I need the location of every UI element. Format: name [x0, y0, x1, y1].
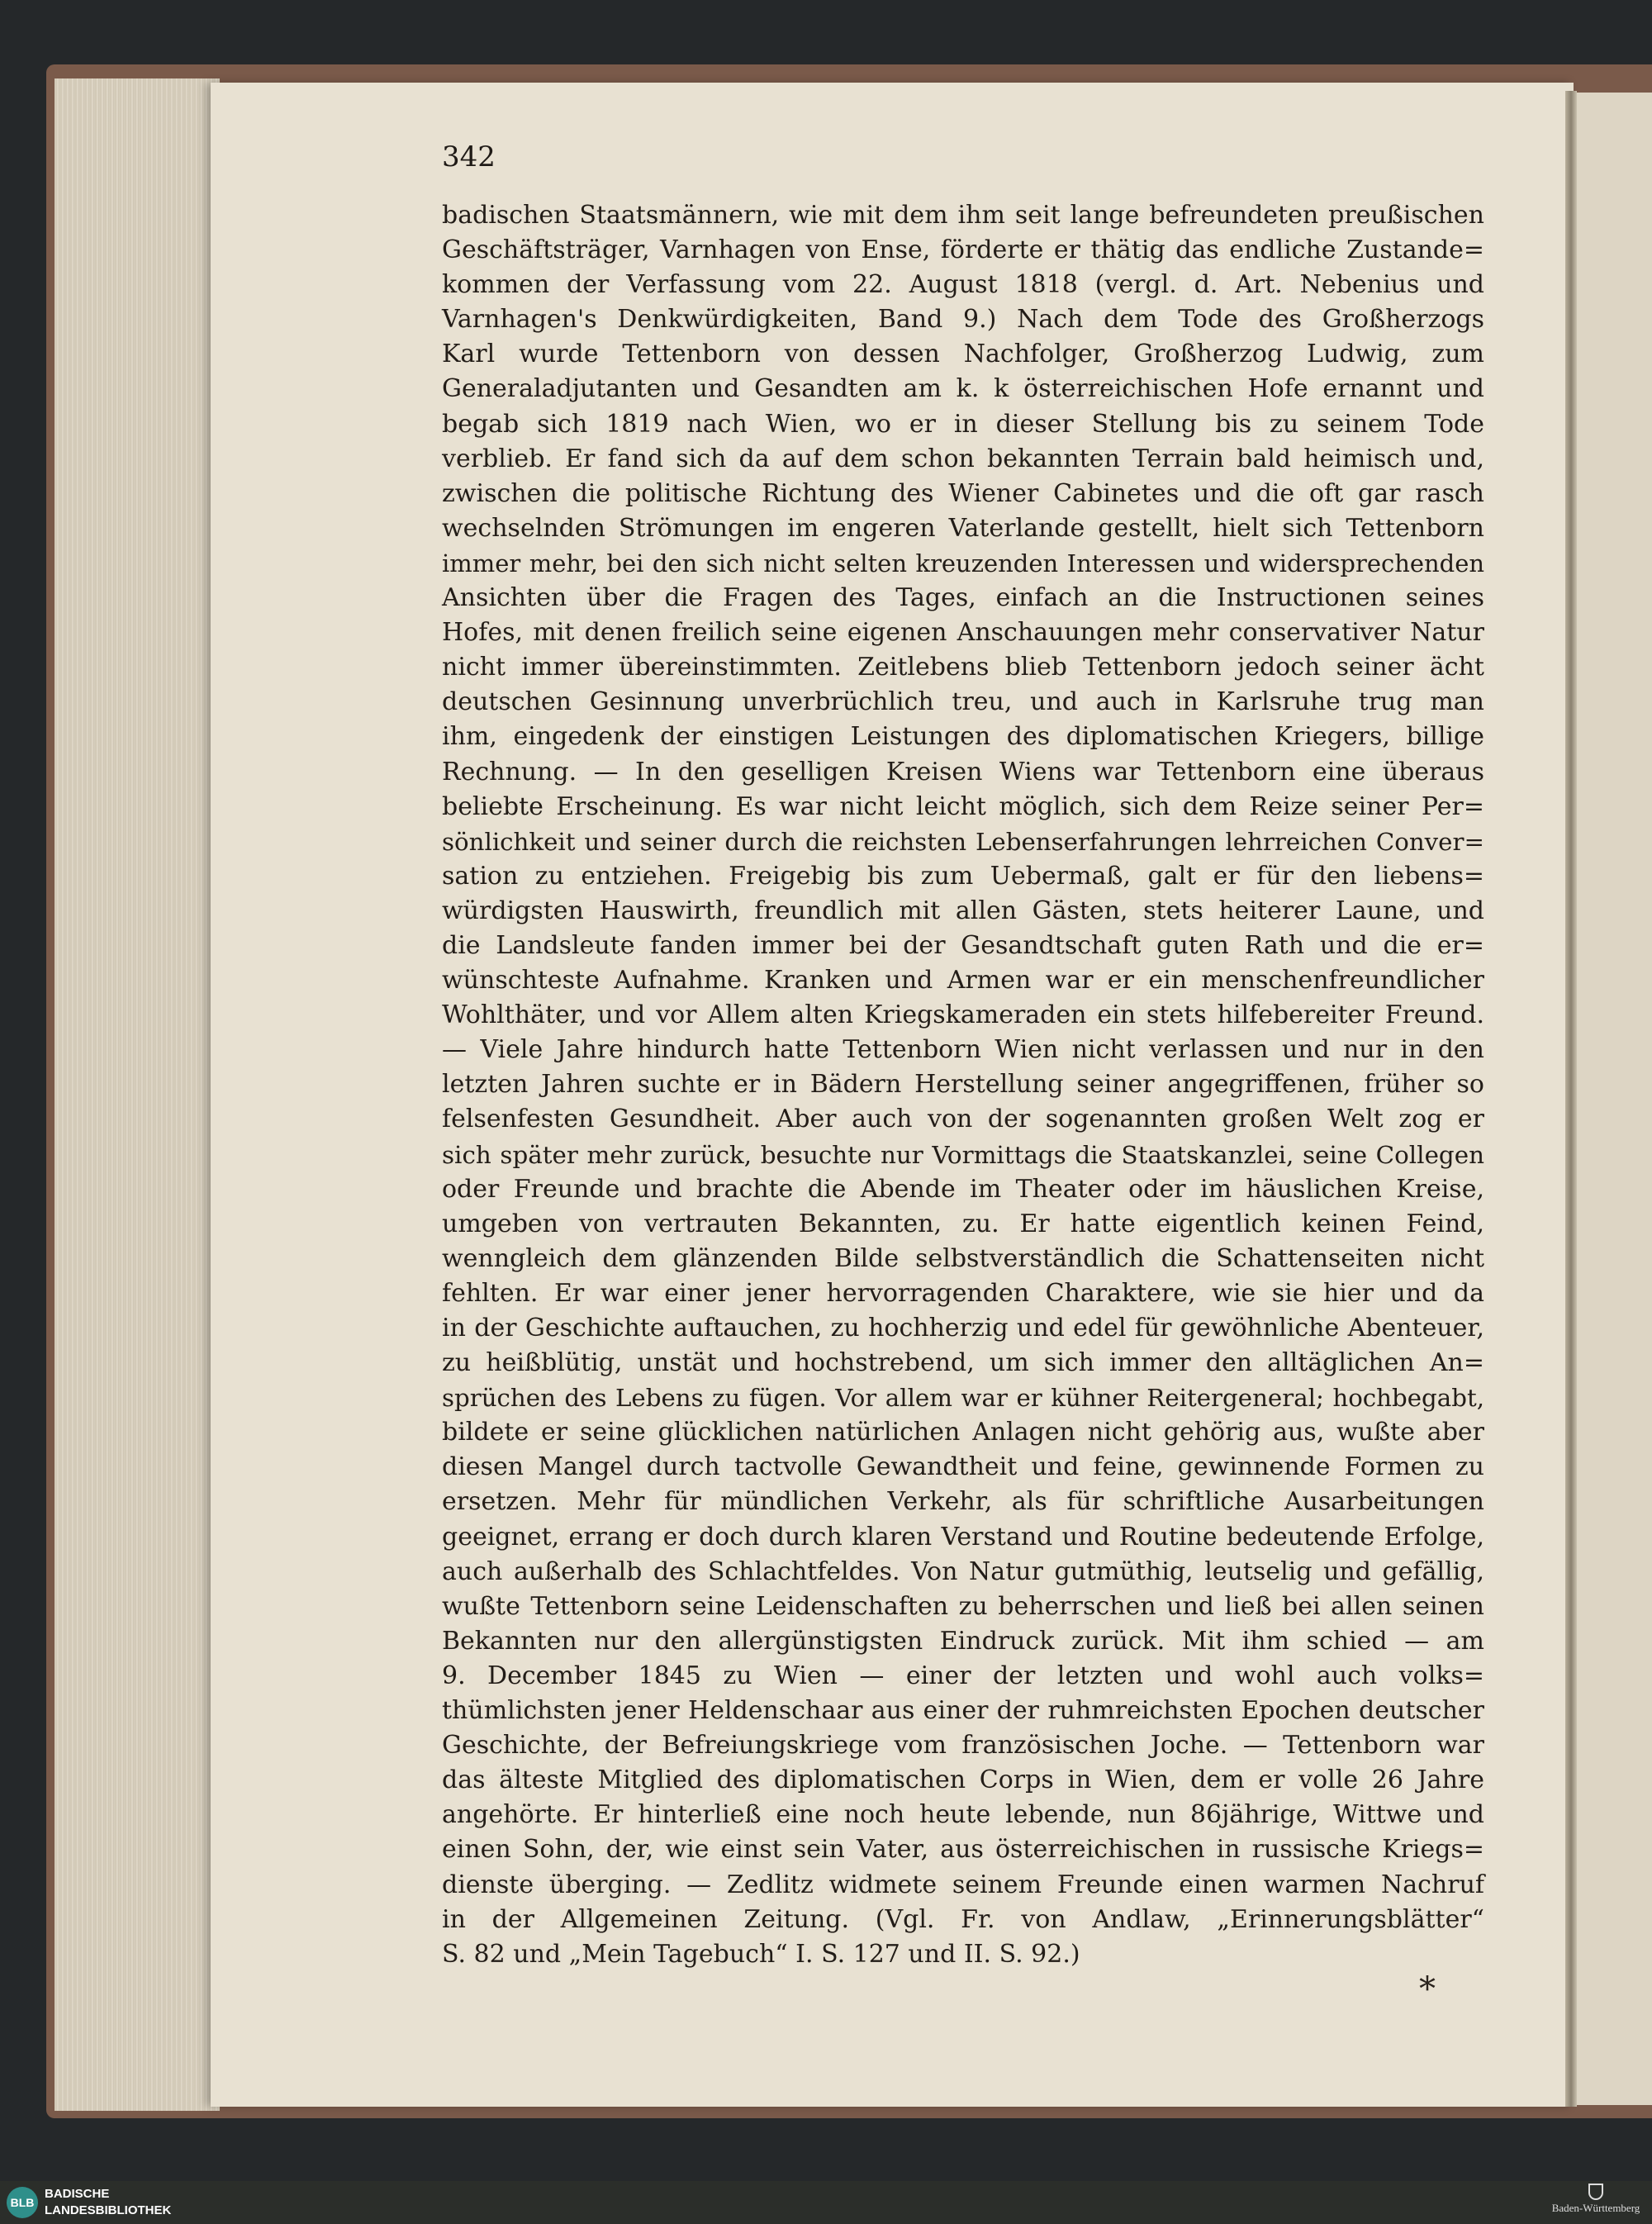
library-name-line2: LANDESBIBLIOTHEK: [45, 2203, 172, 2217]
text-line: thümlichsten jener Heldenschaar aus einer der ruhmreichsten Epochen deutscher: [442, 1696, 1484, 1726]
text-line: kommen der Verfassung vom 22. August 1818 (vergl. d. Art. Nebenius und: [442, 270, 1484, 300]
text-line: immer mehr, bei den sich nicht selten kreuzenden Interessen und widersprechenden: [442, 549, 1484, 577]
page-number: 342: [442, 140, 496, 173]
text-line: in der Geschichte auftauchen, zu hochherzig und edel für gewöhnliche Abenteuer,: [442, 1314, 1484, 1342]
text-line: deutschen Gesinnung unverbrüchlich treu, und auch in Karlsruhe trug man: [442, 687, 1484, 717]
text-line: 9. December 1845 zu Wien — einer der letzten und wohl auch volks=: [442, 1661, 1484, 1690]
text-line: wechselnden Strömungen im engeren Vaterlande gestellt, hielt sich Tettenborn: [442, 513, 1484, 543]
text-line: umgeben von vertrauten Bekannten, zu. Er hatte eigentlich keinen Feind,: [442, 1209, 1484, 1238]
text-line: S. 82 und „Mein Tagebuch“ I. S. 127 und II. S. 92.): [442, 1939, 1080, 1969]
text-line: Bekannten nur den allergünstigsten Eindruck zurück. Mit ihm schied — am: [442, 1626, 1484, 1656]
text-line: Geschäftsträger, Varnhagen von Ense, förderte er thätig das endliche Zustande=: [442, 235, 1484, 265]
text-line: letzten Jahren suchte er in Bädern Herstellung seiner angegriffenen, früher so: [442, 1070, 1484, 1100]
text-line: Karl wurde Tettenborn von dessen Nachfolger, Großherzog Ludwig, zum: [442, 340, 1484, 369]
text-line: diesen Mangel durch tactvolle Gewandtheit und feine, gewinnende Formen zu: [442, 1452, 1484, 1482]
text-line: Geschichte, der Befreiungskriege vom französischen Joche. — Tettenborn war: [442, 1731, 1484, 1761]
text-line: ihm, eingedenk der einstigen Leistungen des diplomatischen Kriegers, billige: [442, 722, 1484, 752]
text-line: felsenfesten Gesundheit. Aber auch von der sogenannten großen Welt zog er: [442, 1105, 1484, 1134]
text-line: bildete er seine glücklichen natürlichen Anlagen nicht gehörig aus, wußte aber: [442, 1418, 1484, 1447]
text-line: beliebte Erscheinung. Es war nicht leicht möglich, sich dem Reize seiner Per=: [442, 791, 1484, 821]
page-edges: [55, 78, 220, 2111]
library-name-line1: BADISCHE: [45, 2187, 110, 2201]
library-name: [45, 2186, 171, 2219]
text-line: begab sich 1819 nach Wien, wo er in dieser Stellung bis zu seinem Tode: [442, 409, 1484, 439]
text-line: Hofes, mit denen freilich seine eigenen Anschauungen mehr conservativer Natur: [442, 618, 1484, 648]
text-line: dienste überging. — Zedlitz widmete seinem Freunde einen warmen Nachruf: [442, 1870, 1484, 1899]
text-line: sönlichkeit und seiner durch die reichsten Lebenserfahrungen lehrreichen Conver=: [442, 827, 1484, 856]
text-line: einen Sohn, der, wie einst sein Vater, aus österreichischen in russische Kriegs=: [442, 1835, 1484, 1865]
text-line: badischen Staatsmännern, wie mit dem ihm seit lange befreundeten preußischen: [442, 201, 1484, 230]
text-line: das älteste Mitglied des diplomatischen Corps in Wien, dem er volle 26 Jahre: [442, 1765, 1484, 1795]
text-line: Generaladjutanten und Gesandten am k. k österreichischen Hofe ernannt und: [442, 374, 1484, 404]
book-gutter: [1565, 91, 1577, 2107]
text-line: nicht immer übereinstimmten. Zeitlebens blieb Tettenborn jedoch seiner ächt: [442, 653, 1484, 682]
text-line: würdigsten Hauswirth, freundlich mit allen Gästen, stets heiterer Laune, und: [442, 896, 1484, 925]
body-text: [442, 198, 1484, 1972]
state-mark-label: Baden-Württemberg: [1551, 2202, 1640, 2214]
text-line: — Viele Jahre hindurch hatte Tettenborn Wien nicht verlassen und nur in den: [442, 1035, 1484, 1065]
text-line: Rechnung. — In den geselligen Kreisen Wiens war Tettenborn eine überaus: [442, 757, 1484, 786]
text-line: wußte Tettenborn seine Leidenschaften zu beherrschen und ließ bei allen seinen: [442, 1591, 1484, 1621]
text-line: die Landsleute fanden immer bei der Gesandtschaft guten Rath und die er=: [442, 930, 1484, 960]
state-mark: [1546, 2184, 1645, 2215]
text-line: geeignet, errang er doch durch klaren Verstand und Routine bedeutende Erfolge,: [442, 1522, 1484, 1552]
text-line: Varnhagen's Denkwürdigkeiten, Band 9.) Nach dem Tode des Großherzogs: [442, 305, 1484, 335]
text-line: zu heißblütig, unstät und hochstrebend, um sich immer den alltäglichen An=: [442, 1348, 1484, 1378]
text-line: auch außerhalb des Schlachtfeldes. Von Natur gutmüthig, leutselig und gefällig,: [442, 1556, 1484, 1586]
text-line: wenngleich dem glänzenden Bilde selbstverständlich die Schattenseiten nicht: [442, 1243, 1484, 1273]
footer-bar: [0, 2181, 1652, 2224]
text-line: angehörte. Er hinterließ eine noch heute lebende, nun 86jährige, Wittwe und: [442, 1800, 1484, 1830]
text-line: zwischen die politische Richtung des Wiener Cabinetes und die oft gar rasch: [442, 478, 1484, 508]
library-logo: BLB: [7, 2187, 38, 2218]
text-line: sprüchen des Lebens zu fügen. Vor allem war er kühner Reitergeneral; hochbegabt,: [442, 1384, 1484, 1413]
text-line: Wohlthäter, und vor Allem alten Kriegskameraden ein stets hilfebereiter Freund.: [442, 1000, 1484, 1030]
text-line: ersetzen. Mehr für mündlichen Verkehr, als für schriftliche Ausarbeitungen: [442, 1487, 1484, 1517]
text-line: in der Allgemeinen Zeitung. (Vgl. Fr. von Andlaw, „Erinnerungsblätter“: [442, 1904, 1484, 1934]
text-line: oder Freunde und brachte die Abende im Theater oder im häuslichen Kreise,: [442, 1174, 1484, 1204]
end-mark: *: [1419, 1970, 1436, 2008]
crest-icon: [1588, 2184, 1603, 2200]
text-line: sation zu entziehen. Freigebig bis zum Uebermaß, galt er für den liebens=: [442, 861, 1484, 891]
text-line: verblieb. Er fand sich da auf dem schon bekannten Terrain bald heimisch und,: [442, 444, 1484, 473]
text-line: wünschteste Aufnahme. Kranken und Armen war er ein menschenfreundlicher: [442, 966, 1484, 996]
text-line: fehlten. Er war einer jener hervorragenden Charaktere, wie sie hier und da: [442, 1278, 1484, 1308]
text-line: Ansichten über die Fragen des Tages, einfach an die Instructionen seines: [442, 583, 1484, 613]
facing-page-edge: [1577, 93, 1652, 2105]
text-line: sich später mehr zurück, besuchte nur Vormittags die Staatskanzlei, seine Collegen: [442, 1140, 1484, 1169]
